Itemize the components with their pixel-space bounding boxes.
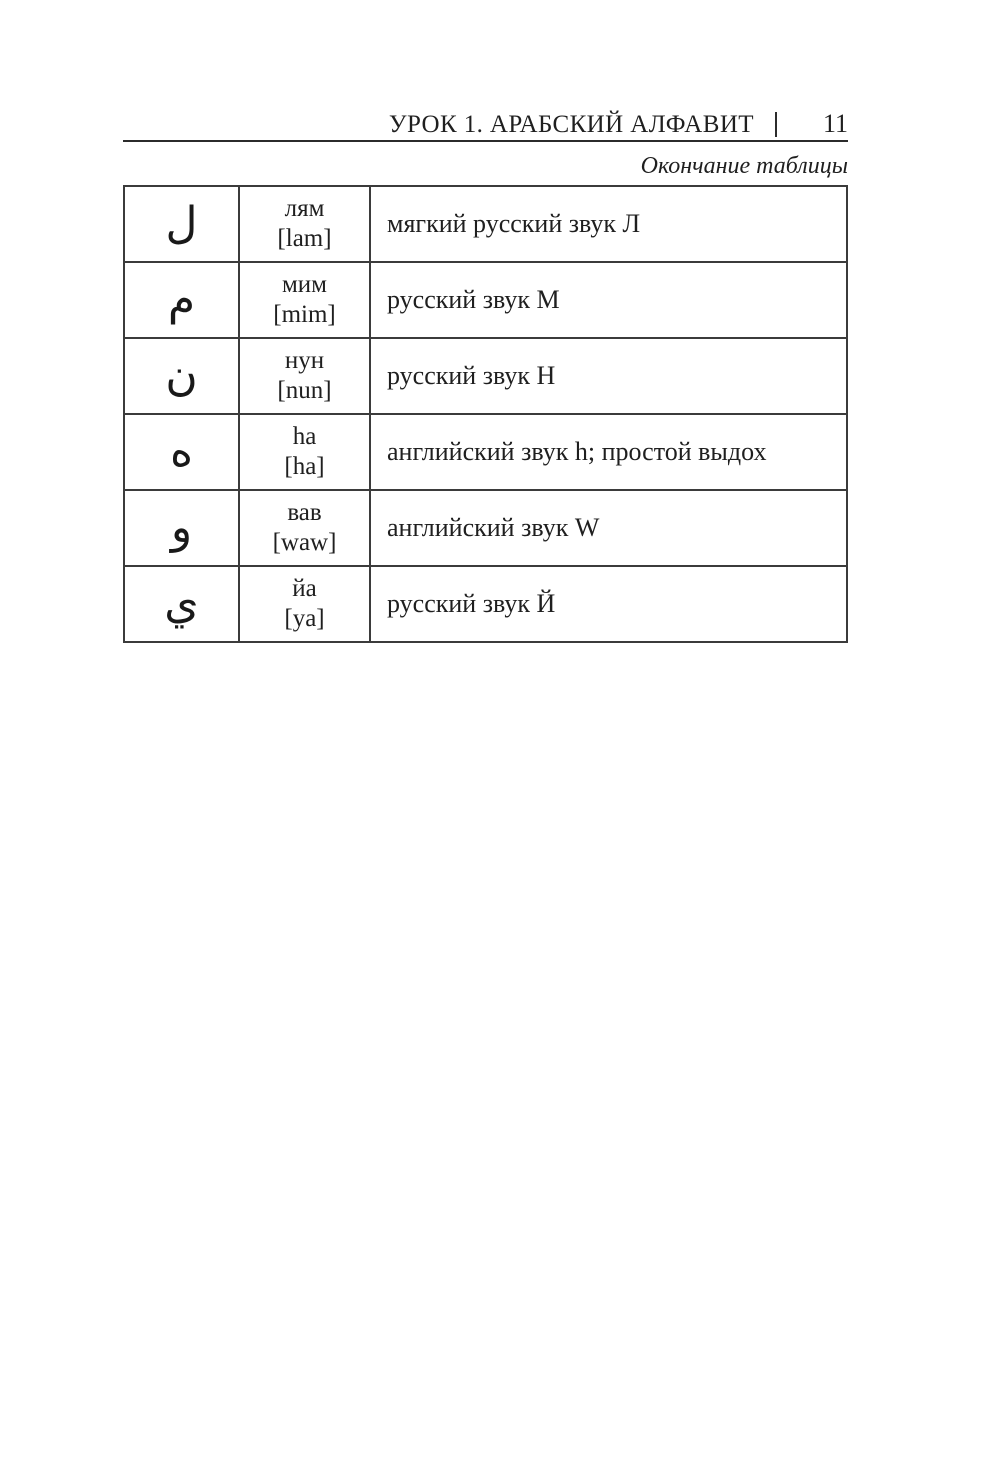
letter-name: нун bbox=[284, 347, 325, 374]
lesson-title: УРОК 1. АРАБСКИЙ АЛФАВИТ bbox=[388, 111, 754, 138]
table-row bbox=[124, 262, 847, 338]
header-rule bbox=[123, 140, 848, 142]
letter-transliteration: [waw] bbox=[272, 529, 337, 556]
letter-name-cell bbox=[239, 186, 370, 262]
letter-name: лям bbox=[284, 195, 325, 222]
arabic-letter: و bbox=[124, 490, 239, 566]
letter-transliteration: [mim] bbox=[273, 301, 336, 328]
letter-name: мим bbox=[281, 271, 328, 298]
letter-description: русский звук Й bbox=[370, 566, 847, 642]
letter-name-cell bbox=[239, 490, 370, 566]
arabic-letter: ن bbox=[124, 338, 239, 414]
letter-name: йа bbox=[292, 575, 317, 602]
table-row bbox=[124, 338, 847, 414]
table-row bbox=[124, 414, 847, 490]
letter-name-cell bbox=[239, 414, 370, 490]
table-row bbox=[124, 566, 847, 642]
arabic-letter: ه bbox=[124, 414, 239, 490]
letter-description: русский звук Н bbox=[370, 338, 847, 414]
arabic-alphabet-table bbox=[123, 185, 848, 643]
letter-transliteration: [ya] bbox=[284, 605, 325, 632]
letter-description: английский звук h; простой выдох bbox=[370, 414, 847, 490]
arabic-letter: ل bbox=[124, 186, 239, 262]
letter-description: английский звук W bbox=[370, 490, 847, 566]
table-continuation-caption: Окончание таблицы bbox=[640, 153, 848, 179]
letter-name: ha bbox=[292, 423, 317, 450]
arabic-letter: ي bbox=[124, 566, 239, 642]
letter-description: мягкий русский звук Л bbox=[370, 186, 847, 262]
letter-transliteration: [lam] bbox=[277, 225, 332, 252]
page-number: 11 bbox=[822, 109, 848, 138]
letter-name-cell bbox=[239, 338, 370, 414]
letter-name-cell bbox=[239, 262, 370, 338]
letter-transliteration: [ha] bbox=[284, 453, 325, 480]
letter-name: вав bbox=[287, 499, 322, 526]
letter-description: русский звук М bbox=[370, 262, 847, 338]
header-divider bbox=[775, 112, 777, 137]
table-row bbox=[124, 490, 847, 566]
page-header bbox=[123, 0, 848, 137]
page-content bbox=[123, 0, 848, 643]
table-row bbox=[124, 186, 847, 262]
letter-transliteration: [nun] bbox=[277, 377, 332, 404]
letter-name-cell bbox=[239, 566, 370, 642]
arabic-letter: م bbox=[124, 262, 239, 338]
